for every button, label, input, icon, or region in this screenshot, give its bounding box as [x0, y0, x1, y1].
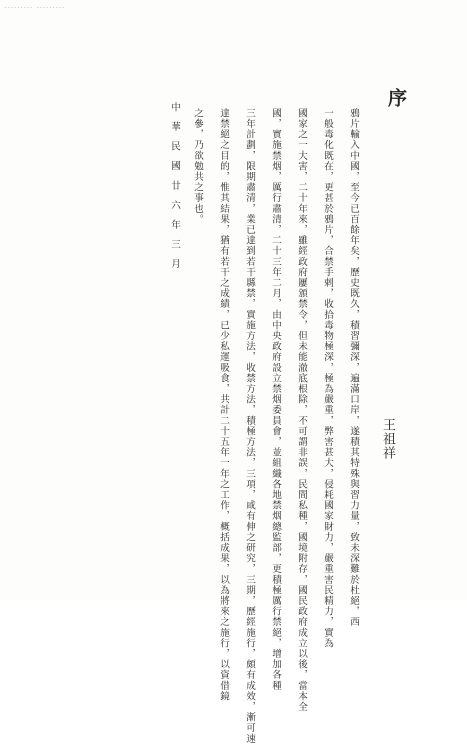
body-column: 三年計劃，限期肅清，業已達到若干縣禁，實施方法，收禁方法，積極方法，三項，咸有伸之研究，三期，歷經施行，頗有成效，漸可速: [244, 108, 255, 744]
body-column: 鴉片輸入中國，至今已百餘年矣，歷史既久，積習彌深，遍滿口岸，遂積其特殊與習力量，致未深難於杜絕，西: [348, 108, 359, 628]
body-column: 國家之一大害，二十年來，雖經政府屢頒禁令，但未能澈底根除，不可謂非誤，民間私種，國境附存，國民政府成立以後，當本全: [296, 108, 307, 713]
body-column: 一般毒化既在，更甚於鴉片，合禁手剌，收拾毒物極深，極為嚴重，弊害甚大，侵耗國家財力，嚴重害民精力，實為: [322, 108, 333, 649]
body-column: 達禁絕之目的，惟其結果，猶有若干之成績，已少私運吸食，共計二十五年一年之工作，概括成果，以為將來之施行，以資借鏡: [218, 108, 229, 702]
preface-heading: 序: [385, 88, 407, 107]
body-column: 國，實施禁烟，厲行肅清，二十三年二月，由中央政府設立禁烟委員會，並組織各地禁烟總監部，更積極厲行禁絕，增加各種: [270, 108, 281, 691]
scan-watermark: --------- ---------: [4, 5, 65, 11]
body-column: 之參，乃欲勉共之事也。: [192, 108, 203, 225]
date-line: 中華民國廿六年三月: [169, 102, 180, 279]
author-name: 王祖祥: [380, 418, 395, 460]
